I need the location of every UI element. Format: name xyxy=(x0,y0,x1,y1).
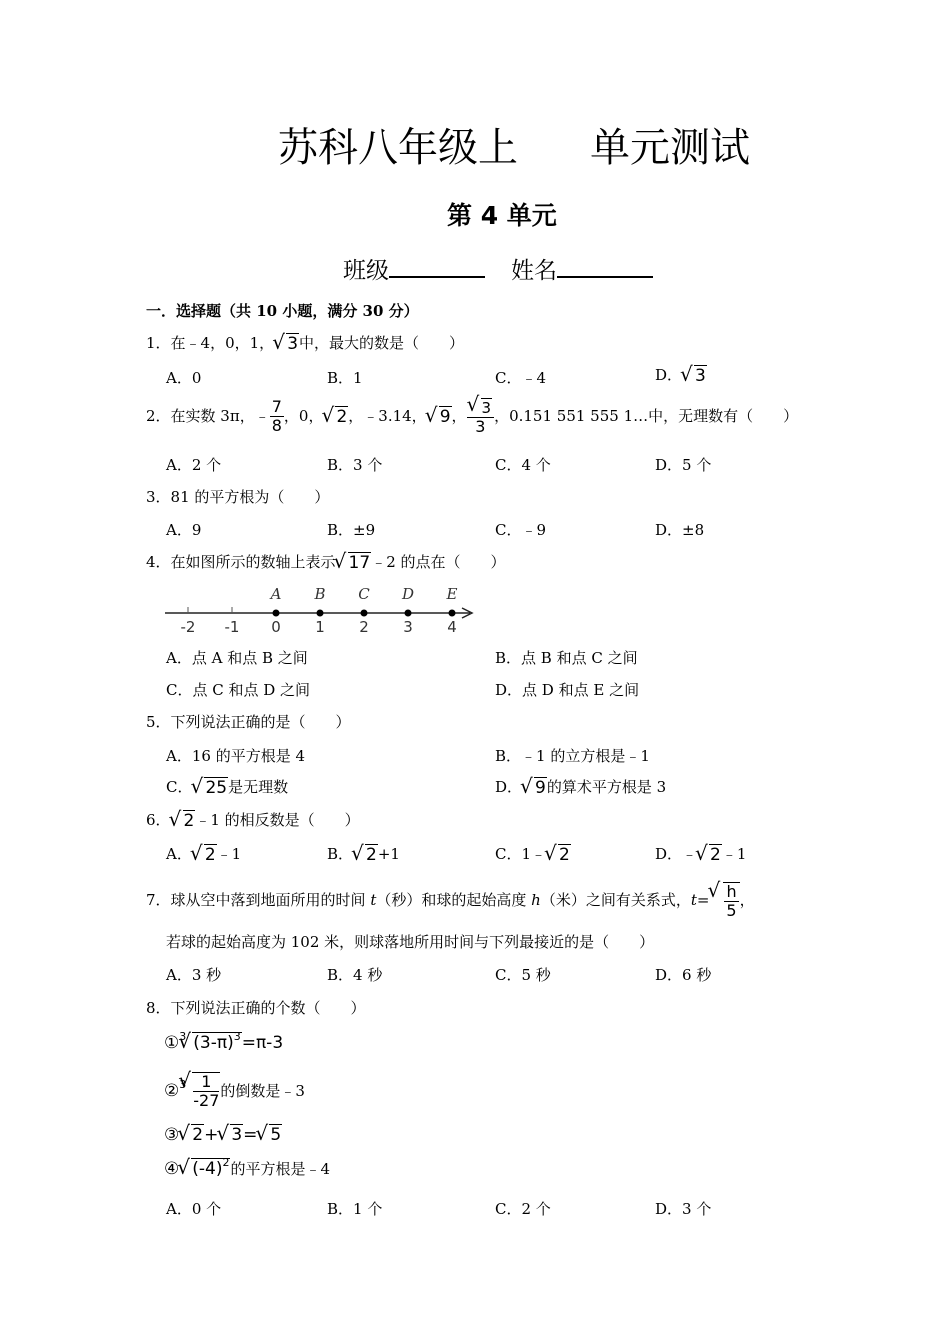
q6-b-suffix: +1 xyxy=(377,845,400,863)
number-line-point xyxy=(361,610,368,617)
q2-frac2-den: 3 xyxy=(475,416,486,436)
q1-sqrt xyxy=(274,334,299,354)
q8-s4-root xyxy=(179,1156,230,1179)
q6-b-sqrt xyxy=(353,845,378,865)
q2-frac2-num: 3 xyxy=(481,398,492,417)
number-line-tick-label: -2 xyxy=(180,618,196,636)
q8-s3-r2: 3 xyxy=(231,1125,243,1145)
q6-option-b[interactable] xyxy=(327,843,400,865)
name-label: 姓名 xyxy=(511,258,557,284)
q2-sqrt-2 xyxy=(323,407,348,427)
q1-d-prefix: D． xyxy=(655,366,683,384)
q8-option-b[interactable]: B．1 个 xyxy=(327,1200,383,1218)
q8-statement-1 xyxy=(164,1030,284,1053)
q7-var-h: h xyxy=(531,891,541,909)
q6-c-prefix: C．1﹣ xyxy=(495,845,547,863)
q2-frac2-sqrt xyxy=(469,399,493,417)
q1-option-d[interactable] xyxy=(655,364,707,386)
q8-s1-root xyxy=(180,1030,241,1053)
q8-statement-2 xyxy=(164,1072,305,1110)
q4-option-c[interactable]: C．点 C 和点 D 之间 xyxy=(166,681,311,699)
q7-prefix: 7．球从空中落到地面所用的时间 xyxy=(146,891,371,909)
number-line-figure xyxy=(160,578,480,636)
q8-s1-power: 3 xyxy=(233,1030,241,1043)
q1-suffix: 中，最大的数是（ ） xyxy=(299,334,465,352)
q8-s4-mark: ④ xyxy=(164,1159,180,1179)
q6-option-c[interactable] xyxy=(495,843,571,865)
q1-option-c[interactable]: C．﹣4 xyxy=(495,369,547,387)
q8-s2-fraction xyxy=(193,1073,219,1110)
q2-option-b[interactable]: B．3 个 xyxy=(327,456,383,474)
q7-option-b[interactable]: B．4 秒 xyxy=(327,966,383,984)
q7-eq: t= xyxy=(690,891,710,909)
q2-prefix: 2．在实数 3π，﹣ xyxy=(146,406,270,425)
q4-radicand: 17 xyxy=(348,553,371,573)
q8-s2-den: -27 xyxy=(193,1091,220,1110)
q4-option-a[interactable]: A．点 A 和点 B 之间 xyxy=(166,649,308,667)
q4-option-d[interactable]: D．点 D 和点 E 之间 xyxy=(495,681,640,699)
number-line-point-label: D xyxy=(401,585,415,603)
page-title-left: 苏科八年级上 xyxy=(278,125,518,171)
name-blank[interactable] xyxy=(557,254,653,278)
q2-fraction-7-8 xyxy=(270,398,284,435)
q8-s3-r3: 5 xyxy=(270,1125,282,1145)
q2-r2: 9 xyxy=(439,406,451,427)
q6-b-prefix: B． xyxy=(327,845,354,863)
q2-option-a[interactable]: A．2 个 xyxy=(166,456,222,474)
q4-sqrt xyxy=(336,553,372,573)
q5-d-sqrt xyxy=(522,778,547,798)
question-3: 3．81 的平方根为（ ） xyxy=(146,488,330,506)
number-line-point-label: A xyxy=(270,585,282,603)
q5-c-suffix: 是无理数 xyxy=(228,778,289,796)
question-1 xyxy=(146,332,464,354)
number-line-tick-label: 1 xyxy=(315,618,325,636)
q1-d-sqrt xyxy=(682,366,707,386)
class-field xyxy=(343,252,485,285)
q6-suffix: ﹣1 的相反数是（ ） xyxy=(195,811,360,829)
q8-s4-power: 2 xyxy=(222,1156,230,1169)
q8-s2-mark: ② xyxy=(164,1081,180,1101)
q5-d-prefix: D． xyxy=(495,778,523,796)
q8-option-d[interactable]: D．3 个 xyxy=(655,1200,712,1218)
q8-s1-index: 3 xyxy=(179,1030,187,1043)
q2-option-d[interactable]: D．5 个 xyxy=(655,456,712,474)
q7-option-a[interactable]: A．3 秒 xyxy=(166,966,222,984)
q3-option-c[interactable]: C．﹣9 xyxy=(495,521,547,539)
unit-subtitle: 第 4 单元 xyxy=(447,201,557,230)
q6-a-suffix: ﹣1 xyxy=(216,845,242,863)
number-line-point xyxy=(317,610,324,617)
q3-option-a[interactable]: A．9 xyxy=(166,521,202,539)
q6-c-sqrt xyxy=(546,845,571,865)
q2-fraction-sqrt3-3 xyxy=(467,398,495,436)
q5-option-d[interactable] xyxy=(495,776,666,798)
q7-fraction xyxy=(724,883,738,920)
q5-option-a[interactable]: A．16 的平方根是 4 xyxy=(166,747,305,765)
q8-s4-radicand: (-4) xyxy=(192,1159,223,1179)
name-field xyxy=(511,252,653,285)
number-line-points xyxy=(269,585,458,617)
q2-frac-den: 8 xyxy=(271,416,282,436)
q2-option-c[interactable]: C．4 个 xyxy=(495,456,551,474)
q5-option-c[interactable] xyxy=(166,776,288,798)
q7-mid2: （米）之间有关系式， xyxy=(540,891,691,909)
question-5: 5．下列说法正确的是（ ） xyxy=(146,713,351,731)
question-8: 8．下列说法正确的个数（ ） xyxy=(146,999,366,1017)
q3-option-b[interactable]: B．±9 xyxy=(327,521,376,539)
q5-c-prefix: C． xyxy=(166,778,193,796)
q5-c-radicand: 25 xyxy=(205,778,228,798)
q7-option-c[interactable]: C．5 秒 xyxy=(495,966,551,984)
q1-option-a[interactable]: A．0 xyxy=(166,369,202,387)
number-line-tick-label: 4 xyxy=(447,618,457,636)
q8-s3-root1 xyxy=(179,1125,204,1145)
number-line-tick-label: 2 xyxy=(359,618,369,636)
q6-d-radicand: 2 xyxy=(710,845,721,865)
number-line-point xyxy=(449,610,456,617)
q6-d-prefix: D．﹣ xyxy=(655,845,698,863)
q2-frac-num: 7 xyxy=(271,397,282,417)
q7-comma: ， xyxy=(739,891,755,909)
q6-b-radicand: 2 xyxy=(366,845,377,865)
page-title-right: 单元测试 xyxy=(590,125,750,171)
q6-d-suffix: ﹣1 xyxy=(721,845,747,863)
q6-a-sqrt xyxy=(192,845,217,865)
class-blank[interactable] xyxy=(389,254,485,278)
q8-s3-root2 xyxy=(218,1125,243,1145)
q8-s2-root xyxy=(180,1072,220,1110)
number-line-point xyxy=(273,610,280,617)
q8-s3-mark: ③ xyxy=(164,1125,180,1145)
q7-var-t: t xyxy=(370,891,377,909)
question-7-line2: 若球的起始高度为 102 米，则球落地所用时间与下列最接近的是（ ） xyxy=(166,933,655,951)
q5-c-sqrt xyxy=(192,778,228,798)
q6-radicand: 2 xyxy=(183,811,195,831)
q2-r1: 2 xyxy=(336,406,348,427)
q2-mid1: ，0， xyxy=(283,406,324,425)
q6-a-radicand: 2 xyxy=(204,845,216,865)
number-line-point-label: C xyxy=(358,585,370,603)
number-line-tick-label: 0 xyxy=(271,618,281,636)
q5-option-b[interactable]: B．﹣1 的立方根是﹣1 xyxy=(495,747,650,765)
number-line-point xyxy=(405,610,412,617)
number-line-tick-label: 3 xyxy=(403,618,413,636)
q7-sqrt xyxy=(709,882,739,920)
q8-s3-root3 xyxy=(257,1125,282,1145)
q8-option-a[interactable]: A．0 个 xyxy=(166,1200,222,1218)
section-heading: 一．选择题（共 10 小题，满分 30 分） xyxy=(146,302,419,320)
q3-option-d[interactable]: D．±8 xyxy=(655,521,705,539)
q8-s2-suffix: 的倒数是﹣3 xyxy=(220,1082,305,1100)
q8-s3-eq: = xyxy=(243,1125,258,1145)
question-2 xyxy=(146,398,798,436)
q8-statement-4 xyxy=(164,1158,330,1179)
q8-option-c[interactable]: C．2 个 xyxy=(495,1200,551,1218)
q5-d-radicand: 9 xyxy=(535,778,546,798)
q8-s4-suffix: 的平方根是﹣4 xyxy=(230,1160,331,1178)
q6-option-d[interactable] xyxy=(655,843,746,865)
q8-statement-3 xyxy=(164,1125,282,1145)
number-line-point-label: B xyxy=(314,585,326,603)
q2-sqrt-9 xyxy=(427,407,452,427)
q6-d-sqrt xyxy=(697,845,722,865)
q1-radicand: 3 xyxy=(287,334,299,354)
q2-suffix: ，0.151 551 555 1…中，无理数有（ ） xyxy=(494,406,799,425)
q7-option-d[interactable]: D．6 秒 xyxy=(655,966,712,984)
q1-option-b[interactable]: B．1 xyxy=(327,369,363,387)
q6-a-prefix: A． xyxy=(166,845,192,863)
q2-mid3: ， xyxy=(451,406,467,425)
question-6 xyxy=(146,809,360,831)
q5-d-suffix: 的算术平方根是 3 xyxy=(546,778,667,796)
question-4 xyxy=(146,551,506,573)
q8-s3-r1: 2 xyxy=(192,1125,204,1145)
q7-frac-den: 5 xyxy=(726,901,737,920)
question-7 xyxy=(146,882,755,920)
q8-s3-plus: + xyxy=(204,1125,219,1145)
q2-mid2: ，﹣3.14， xyxy=(348,406,427,425)
q4-option-b[interactable]: B．点 B 和点 C 之间 xyxy=(495,649,638,667)
q6-c-radicand: 2 xyxy=(559,845,570,865)
q8-s1-mark: ① xyxy=(164,1033,180,1053)
q1-d-radicand: 3 xyxy=(695,366,706,386)
q8-s1-radicand: (3-π) xyxy=(193,1033,234,1053)
q7-mid1: （秒）和球的起始高度 xyxy=(376,891,532,909)
q6-prefix: 6． xyxy=(146,811,171,829)
q8-s2-num: √ 1 xyxy=(193,1073,219,1092)
q6-option-a[interactable] xyxy=(166,843,241,865)
number-line-tick-label: -1 xyxy=(224,618,240,636)
q4-prefix: 4．在如图所示的数轴上表示 xyxy=(146,553,336,571)
class-label: 班级 xyxy=(343,258,389,284)
number-line-point-label: E xyxy=(446,585,458,603)
q8-s1-rhs: =π-3 xyxy=(241,1033,284,1053)
q4-suffix: ﹣2 的点在（ ） xyxy=(371,553,506,571)
q6-sqrt xyxy=(171,811,196,831)
q1-prefix: 1．在﹣4，0，1， xyxy=(146,334,275,352)
q8-s2-index: 3 xyxy=(179,1078,187,1091)
q7-frac-num: √ h xyxy=(726,882,737,901)
